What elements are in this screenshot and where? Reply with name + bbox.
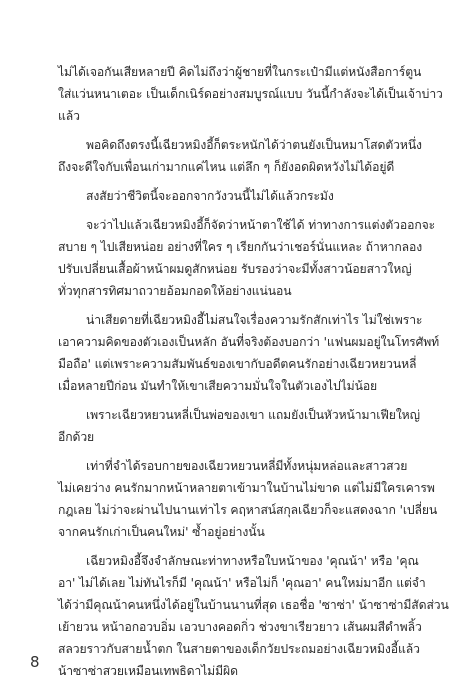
text-line: เอาความคิดของตัวเองเป็นหลัก อันที่จริงต้องบอกว่า 'แฟนผมอยู่ในโทรศัพท์: [58, 335, 440, 349]
text-line: อีกด้วย: [58, 430, 95, 444]
text-line: ถึงจะดีใจกับเพื่อนเก่ามากแค่ไหน แต่ลึก ๆ ก็ยังอดผิดหวังไม่ได้อยู่ดี: [58, 160, 395, 174]
text-line: อา' ไม่ได้เลย ไม่ทันไรก็มี 'คุณน้า' หรือไม่ก็ 'คุณอา' คนใหม่มาอีก แต่จำ: [58, 576, 426, 590]
text-line: มือถือ' แต่เพราะความสัมพันธ์ของเขากับอดีตคนรักอย่างเฉียวหยวนหลี่: [58, 357, 417, 371]
text-line: แล้ว: [58, 109, 80, 123]
paragraph-first-line: เพราะเฉียวหยวนหลี่เป็นพ่อของเขา แถมยังเป็นหัวหน้ามาเฟียใหญ่: [86, 408, 420, 422]
text-line: ใส่แว่นหนาเตอะ เป็นเด็กเนิร์ดอย่างสมบูรณ์แบบ วันนี้กำลังจะได้เป็นเจ้าบ่าว: [58, 87, 443, 101]
text-line: สบาย ๆ ไปเสียหน่อย อย่างที่ใคร ๆ เรียกกันว่าเชอร์นั่นแหละ ถ้าหากลอง: [58, 240, 423, 254]
text-line: ไม่เคยว่าง คนรักมากหน้าหลายตาเข้ามาในบ้านไม่ขาด แต่ไม่มีใครเคารพ: [58, 481, 435, 495]
paragraph-first-line: จะว่าไปแล้วเฉียวหมิงอี้ก็จัดว่าหน้าตาใช้ได้ ท่าทางการแต่งตัวออกจะ: [86, 218, 436, 232]
text-line: จากคนรักเก่าเป็นคนใหม่' ซ้ำอยู่อย่างนั้น: [58, 525, 265, 539]
page-number: 8: [30, 653, 40, 671]
paragraph-first-line: เท่าที่จำได้รอบกายของเฉียวหยวนหลี่มีทั้งหนุ่มหล่อและสาวสวย: [86, 459, 408, 473]
text-line: สลวยราวกับสายน้ำตก ในสายตาของเด็กวัยประถมอย่างเฉียวหมิงอี้แล้ว: [58, 642, 420, 656]
text-line: ทั่วทุกสารทิศมาถวายอ้อมกอดให้อย่างแน่นอน: [58, 284, 292, 298]
paragraph-first-line: น่าเสียดายที่เฉียวหมิงอี้ไม่สนใจเรื่องความรักสักเท่าไร ไม่ใช่เพราะ: [86, 313, 423, 327]
text-line: ได้ว่ามีคุณน้าคนหนึ่งได้อยู่ในบ้านนานที่สุด เธอชื่อ 'ซาซ่า' น้าซาซ่ามีสัดส่วน: [58, 598, 449, 612]
text-line: เย้ายวน หน้าอกอวบอิ่ม เอวบางคอดกิ่ว ช่วงขาเรียวยาว เส้นผมสีดำพลิ้ว: [58, 620, 422, 634]
text-line: น้าซาซ่าสวยเหมือนเทพธิดาไม่มีผิด: [58, 664, 238, 678]
text-line: ปรับเปลี่ยนเสื้อผ้าหน้าผมดูสักหน่อย รับรองว่าจะมีทั้งสาวน้อยสาวใหญ่: [58, 262, 412, 276]
paragraph-first-line: เฉียวหมิงอี้จึงจำลักษณะท่าทางหรือใบหน้าของ 'คุณน้า' หรือ 'คุณ: [86, 554, 419, 568]
paragraph-first-line: สงสัยว่าชีวิตนี้จะออกจากวังวนนี้ไม่ได้แล้วกระมัง: [86, 189, 334, 203]
text-line: ไม่ได้เจอกันเสียหลายปี คิดไม่ถึงว่าผู้ชายที่ในกระเป๋ามีแต่หนังสือการ์ตูน: [58, 65, 422, 79]
paragraph-first-line: พอคิดถึงตรงนี้เฉียวหมิงอี้ก็ตระหนักได้ว่าตนยังเป็นหมาโสดตัวหนึ่ง: [86, 138, 422, 152]
text-line: กฎเลย ไม่ว่าจะผ่านไปนานเท่าไร คฤหาสน์สกุลเฉียวก็จะแสดงฉาก 'เปลี่ยน: [58, 503, 438, 517]
text-line: เมื่อหลายปีก่อน มันทำให้เขาเสียความมั่นใจในตัวเองไปไม่น้อย: [58, 379, 378, 393]
